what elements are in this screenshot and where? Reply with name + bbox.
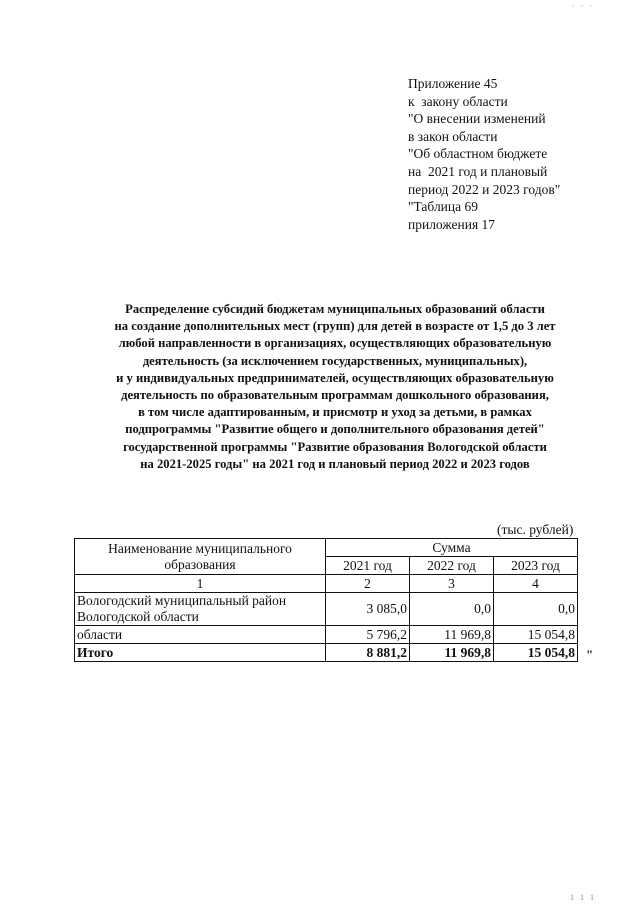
table-header-row — [75, 539, 578, 557]
name-column-header — [75, 539, 326, 575]
year-header: 2022 год — [410, 557, 494, 575]
column-number: 4 — [494, 575, 578, 593]
title-line: на 2021-2025 годы" на 2021 год и плановый период 2022 и 2023 годов — [140, 456, 530, 471]
unit-label: (тыс. рублей) — [497, 522, 574, 537]
title-line: деятельность по образовательным программам дошкольного образования, — [121, 388, 549, 403]
title-line: любой направленности в организациях, осуществляющих образовательную — [118, 336, 552, 351]
annex-line: "О внесении изменений — [408, 111, 546, 127]
municipality-name: области — [75, 626, 326, 644]
total-row — [75, 644, 578, 662]
annex-line: приложения 17 — [408, 216, 496, 232]
document-title — [70, 301, 600, 473]
year-header: 2023 год — [494, 557, 578, 575]
table-row — [75, 593, 578, 626]
column-number: 1 — [75, 575, 326, 593]
value-2022: 0,0 — [410, 593, 494, 626]
total-2021: 8 881,2 — [326, 644, 410, 662]
year-header: 2021 год — [326, 557, 410, 575]
annex-line: период 2022 и 2023 годов" — [408, 181, 561, 197]
scan-mark-top: · · · — [572, 2, 594, 11]
table-row — [75, 626, 578, 644]
closing-quote: " — [586, 647, 594, 662]
annex-line: Приложение 45 — [408, 76, 498, 91]
municipality-name — [75, 593, 326, 626]
annex-line: к закону области — [408, 93, 508, 109]
title-line: Распределение субсидий бюджетам муниципальных образований области — [125, 302, 545, 316]
scan-mark-bottom: 1 1 1 — [570, 893, 596, 902]
annex-note — [408, 75, 560, 233]
total-2023: 15 054,8 — [494, 644, 578, 662]
title-line: подпрограммы "Развитие общего и дополнительного образования детей" — [125, 422, 545, 437]
value-2023: 15 054,8 — [494, 626, 578, 644]
title-line: в том числе адаптированным, и присмотр и уход за детьми, в рамках — [138, 405, 532, 420]
value-2023: 0,0 — [494, 593, 578, 626]
column-number-row — [75, 575, 578, 593]
annex-line: "Об областном бюджете — [408, 146, 548, 162]
name-header-line: Наименование муниципального — [108, 540, 292, 556]
value-2021: 5 796,2 — [326, 626, 410, 644]
total-2022: 11 969,8 — [410, 644, 494, 662]
title-line: государственной программы "Развитие образования Вологодской области — [123, 439, 547, 454]
column-number: 3 — [410, 575, 494, 593]
title-line: и у индивидуальных предпринимателей, осуществляющих образовательную — [116, 370, 554, 385]
annex-line: "Таблица 69 — [408, 199, 478, 215]
value-2022: 11 969,8 — [410, 626, 494, 644]
subsidy-table — [74, 538, 578, 662]
name-line: Вологодский муниципальный район — [77, 593, 287, 608]
total-label: Итого — [75, 644, 326, 662]
annex-line: в закон области — [408, 128, 498, 144]
value-2021: 3 085,0 — [326, 593, 410, 626]
title-line: на создание дополнительных мест (групп) для детей в возрасте от 1,5 до 3 лет — [114, 319, 556, 334]
name-line: Вологодской области — [77, 609, 199, 624]
column-number: 2 — [326, 575, 410, 593]
annex-line: на 2021 год и плановый — [408, 163, 548, 179]
name-header-line: образования — [164, 556, 236, 572]
title-line: деятельность (за исключением государственных, муниципальных), — [142, 353, 528, 368]
sum-header: Сумма — [326, 539, 578, 557]
